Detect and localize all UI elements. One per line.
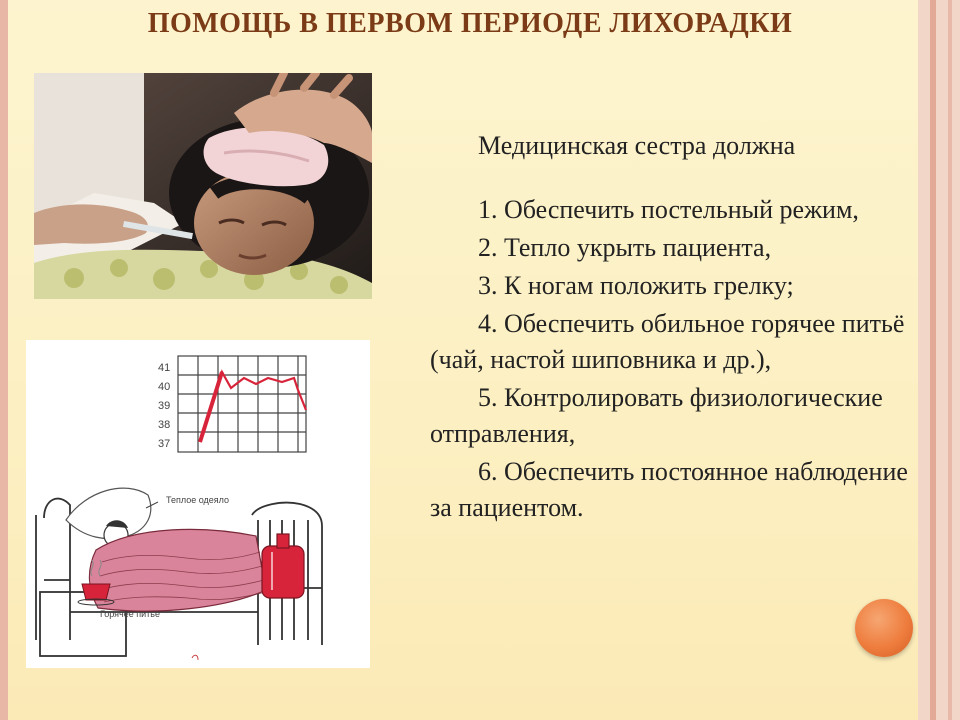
right-border-band xyxy=(918,0,960,720)
blanket-label: Теплое одеяло xyxy=(166,495,230,505)
left-border-stripe xyxy=(0,0,8,720)
nurse-duty-heading: Медицинская сестра должна xyxy=(478,131,796,160)
fever-care-illustration xyxy=(26,340,370,668)
warm-blanket xyxy=(89,529,266,611)
chart-axis-label-38: 38 xyxy=(158,419,171,431)
decorative-orange-circle xyxy=(855,599,913,657)
chart-axis-label-40: 40 xyxy=(158,381,171,393)
instruction-item-6: 6. Обеспечить постоянное наблюдение за пациентом. xyxy=(430,457,908,522)
chart-axis-label-41: 41 xyxy=(158,362,171,374)
instruction-item-3: 3. К ногам положить грелку; xyxy=(478,271,794,300)
instruction-item-2: 2. Тепло укрыть пациента, xyxy=(478,233,772,262)
right-border-line xyxy=(930,0,936,720)
instruction-item-1: 1. Обеспечить постельный режим, xyxy=(478,195,859,224)
instruction-item-5: 5. Контролировать физиологические отправления, xyxy=(430,383,883,448)
right-border-line-thin xyxy=(948,0,952,720)
chart-axis-label-37: 37 xyxy=(158,438,171,450)
chart-axis-label-39: 39 xyxy=(158,400,171,412)
temperature-chart xyxy=(178,356,306,452)
fever-child-photo xyxy=(34,73,372,299)
hot-water-bottle xyxy=(262,534,304,598)
drink-label: Горячее питье xyxy=(100,609,160,619)
instruction-item-4: 4. Обеспечить обильное горячее питьё (чай, настой шиповника и др.), xyxy=(430,309,905,374)
slide-title: ПОМОЩЬ В ПЕРВОМ ПЕРИОДЕ ЛИХОРАДКИ xyxy=(147,8,793,39)
instructions-block xyxy=(430,128,920,526)
